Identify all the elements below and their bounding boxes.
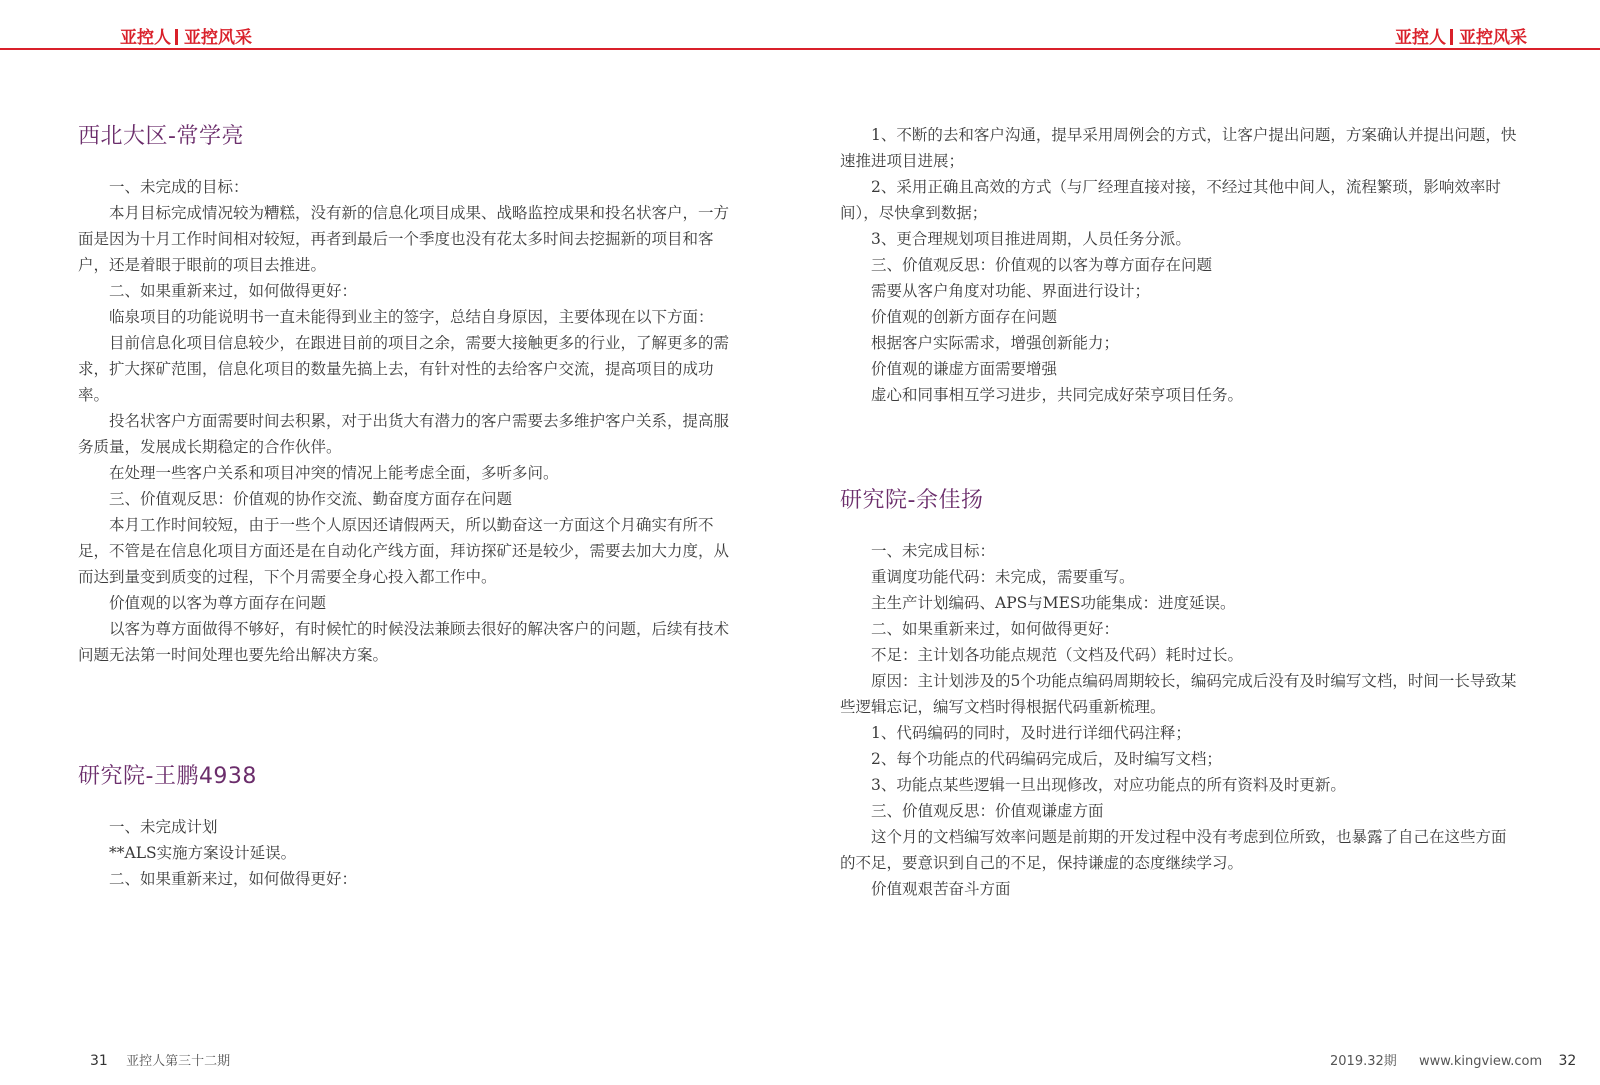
paragraph: 二、如果重新来过，如何做得更好： xyxy=(109,282,358,300)
paragraph: 一、未完成的目标： xyxy=(109,178,249,196)
paragraph: 投名状客户方面需要时间去积累，对于出货大有潜力的客户需要去多维护客户关系，提高服务质量，发展成长期稳定的合作伙伴。 xyxy=(78,412,730,456)
right-header-brand xyxy=(1395,28,1527,48)
brand-separator xyxy=(1450,29,1453,45)
paragraph: 一、未完成计划 xyxy=(109,818,218,836)
left-footer xyxy=(90,1050,230,1069)
brand-name: 亚控人 xyxy=(120,28,171,48)
left-header-brand xyxy=(120,28,252,48)
paragraph: 二、如果重新来过，如何做得更好： xyxy=(109,870,358,888)
paragraph: 不足：主计划各功能点规范（文档及代码）耗时过长。 xyxy=(871,646,1244,664)
issue-number: 2019.32期 xyxy=(1330,1054,1397,1069)
section-body xyxy=(840,538,1520,902)
website-link[interactable]: www.kingview.com xyxy=(1419,1054,1543,1069)
paragraph: 三、价值观反思：价值观谦虚方面 xyxy=(871,802,1104,820)
paragraph: 重调度功能代码：未完成，需要重写。 xyxy=(871,568,1135,586)
paragraph: 在处理一些客户关系和项目冲突的情况上能考虑全面，多听多问。 xyxy=(109,464,559,482)
paragraph: 二、如果重新来过，如何做得更好： xyxy=(871,620,1120,638)
paragraph: 3、功能点某些逻辑一旦出现修改，对应功能点的所有资料及时更新。 xyxy=(871,776,1346,794)
paragraph: 一、未完成目标： xyxy=(871,542,996,560)
paragraph: 1、代码编码的同时，及时进行详细代码注释； xyxy=(871,724,1191,742)
paragraph: 1、不断的去和客户沟通，提早采用周例会的方式，让客户提出问题，方案确认并提出问题，快速推进项目进展； xyxy=(840,126,1517,170)
brand-section: 亚控风采 xyxy=(1459,28,1527,48)
paragraph: 以客为尊方面做得不够好，有时候忙的时候没法兼顾去很好的解决客户的问题，后续有技术问题无法第一时间处理也要先给出解决方案。 xyxy=(78,620,730,664)
paragraph: 这个月的文档编写效率问题是前期的开发过程中没有考虑到位所致，也暴露了自己在这些方面的不足，要意识到自己的不足，保持谦虚的态度继续学习。 xyxy=(840,828,1507,872)
paragraph: 三、价值观反思：价值观的协作交流、勤奋度方面存在问题 xyxy=(109,490,513,508)
paragraph: 本月工作时间较短，由于一些个人原因还请假两天，所以勤奋这一方面这个月确实有所不足，不管是在信息化项目方面还是在自动化产线方面，拜访探矿还是较少，需要去加大力度，从而达到量变到质变的过程，下个月需要全身心投入都工作中。 xyxy=(78,516,730,586)
page-number: 31 xyxy=(90,1053,108,1069)
paragraph: 三、价值观反思：价值观的以客为尊方面存在问题 xyxy=(871,256,1213,274)
section-body xyxy=(78,814,743,892)
paragraph: 2、每个功能点的代码编码完成后，及时编写文档； xyxy=(871,750,1222,768)
paragraph: 临泉项目的功能说明书一直未能得到业主的签字，总结自身原因，主要体现在以下方面： xyxy=(109,308,714,326)
paragraph: 原因：主计划涉及的5个功能点编码周期较长，编码完成后没有及时编写文档，时间一长导致某些逻辑忘记，编写文档时得根据代码重新梳理。 xyxy=(840,672,1517,716)
paragraph: 目前信息化项目信息较少，在跟进目前的项目之余，需要大接触更多的行业，了解更多的需求，扩大探矿范围，信息化项目的数量先搞上去，有针对性的去给客户交流，提高项目的成功率。 xyxy=(78,334,730,404)
brand-name: 亚控人 xyxy=(1395,28,1446,48)
paragraph: 价值观艰苦奋斗方面 xyxy=(871,880,1011,898)
paragraph: 需要从客户角度对功能、界面进行设计； xyxy=(871,282,1151,300)
paragraph: 根据客户实际需求，增强创新能力； xyxy=(871,334,1120,352)
left-section-2 xyxy=(78,762,743,892)
paragraph: 主生产计划编码、APS与MES功能集成：进度延误。 xyxy=(871,594,1236,612)
paragraph: 2、采用正确且高效的方式（与厂经理直接对接，不经过其他中间人，流程繁琐，影响效率时间），尽快拿到数据； xyxy=(840,178,1501,222)
paragraph: 3、更合理规划项目推进周期，人员任务分派。 xyxy=(871,230,1191,248)
right-section-3 xyxy=(840,486,1520,902)
header-rule xyxy=(0,48,1600,50)
paragraph: 本月目标完成情况较为糟糕，没有新的信息化项目成果、战略监控成果和投名状客户，一方面是因为十月工作时间相对较短，再者到最后一个季度也没有花太多时间去挖掘新的项目和客户，还是着眼于眼前的项目去推进。 xyxy=(78,204,730,274)
paragraph: 价值观的以客为尊方面存在问题 xyxy=(109,594,327,612)
paragraph: 价值观的创新方面存在问题 xyxy=(871,308,1058,326)
issue-label: 亚控人第三十二期 xyxy=(126,1054,231,1069)
section-title: 西北大区-常学亮 xyxy=(78,124,244,149)
section-title: 研究院-王鹏4938 xyxy=(78,764,257,789)
left-section-1 xyxy=(78,122,743,668)
right-footer xyxy=(1330,1050,1576,1069)
paragraph: 价值观的谦虚方面需要增强 xyxy=(871,360,1058,378)
right-continuation xyxy=(840,122,1520,408)
paragraph: 虚心和同事相互学习进步，共同完成好荣亨项目任务。 xyxy=(871,386,1244,404)
section-title: 研究院-余佳扬 xyxy=(840,488,984,513)
brand-section: 亚控风采 xyxy=(184,28,252,48)
brand-separator xyxy=(175,29,178,45)
section-body xyxy=(78,174,743,668)
page-number: 32 xyxy=(1558,1053,1577,1069)
paragraph: **ALS实施方案设计延误。 xyxy=(109,844,297,862)
